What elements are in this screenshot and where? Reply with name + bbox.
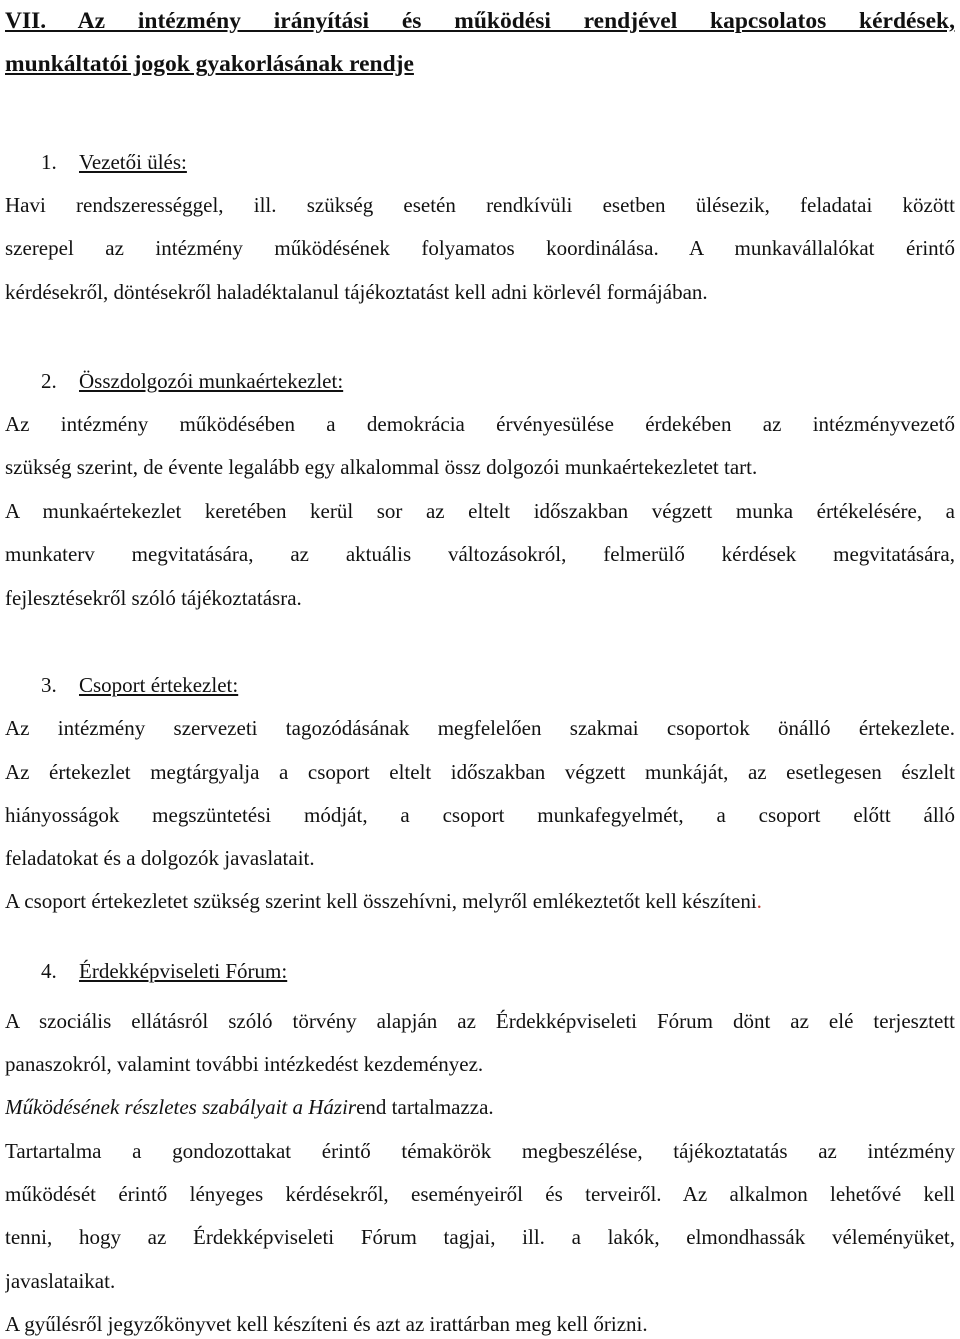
paragraph-line: Tartartalma a gondozottakat érintő témakörök megbeszélése, tájékoztatatás az intézmény [5,1139,955,1163]
paragraph-line: panaszokról, valamint további intézkedést kezdeményez. [5,1052,484,1076]
section-number: 4. [41,959,57,983]
paragraph-line: hiányosságok megszüntetési módját, a csoport munkafegyelmét, a csoport előtt álló [5,803,955,827]
paragraph-line: Az intézmény működésében a demokrácia érvényesülése érdekében az intézményvezető [5,412,955,436]
paragraph-line: javaslataikat. [5,1269,116,1293]
paragraph-line: munkaterv megvitatására, az aktuális változásokról, felmerülő kérdések megvitatására, [5,542,955,566]
paragraph-line: feladatokat és a dolgozók javaslatait. [5,846,315,870]
paragraph-line-text: end tartalmazza. [356,1095,494,1119]
chapter-title [5,0,955,86]
paragraph-line: tenni, hogy az Érdekképviseleti Fórum tagjai, ill. a lakók, elmondhassák véleményüket, [5,1225,955,1249]
paragraph-line: A gyűlésről jegyzőkönyvet kell készíteni és azt az irattárban meg kell őrizni. [5,1312,648,1336]
section-heading-text: Vezetői ülés: [79,150,187,174]
paragraph-line: Az értekezlet megtárgyalja a csoport eltelt időszakban végzett munkáját, az esetlegesen észlelt [5,760,955,784]
section-3-heading [5,670,955,700]
section-heading-text: Összdolgozói munkaértekezlet: [79,369,344,393]
section-2-heading [5,366,955,396]
paragraph-line: szerepel az intézmény működésének folyamatos koordinálása. A munkavállalókat érintő [5,236,955,260]
section-heading-text: Érdekképviseleti Fórum: [79,959,288,983]
chapter-title-line-2: munkáltatói jogok gyakorlásának rendje [5,51,414,77]
section-heading-text: Csoport értekezlet: [79,673,239,697]
section-number: 3. [41,673,57,697]
chapter-title-line-1: VII. Az intézmény irányítási és működési rendjével kapcsolatos kérdések, [5,8,955,34]
section-number: 1. [41,150,57,174]
paragraph-line: Az intézmény szervezeti tagozódásának megfelelően szakmai csoportok önálló értekezlete. [5,716,955,740]
paragraph-line [5,886,955,916]
paragraph-line: szükség szerint, de évente legalább egy alkalommal össz dolgozói munkaértekezletet tart. [5,455,758,479]
paragraph-line [5,1092,955,1122]
paragraph-line: kérdésekről, döntésekről haladéktalanul tájékoztatást kell adni körlevél formájában. [5,280,708,304]
section-number: 2. [41,369,57,393]
paragraph-line: Havi rendszerességgel, ill. szükség esetén rendkívüli esetben ülésezik, feladatai között [5,193,955,217]
paragraph-line: fejlesztésekről szóló tájékoztatásra. [5,586,302,610]
paragraph-line: A munkaértekezlet keretében kerül sor az eltelt időszakban végzett munka értékelésére, a [5,499,955,523]
paragraph-line: A szociális ellátásról szóló törvény alapján az Érdekképviseleti Fórum dönt az elé terjesztett [5,1009,955,1033]
italic-text: Működésének részletes szabályait a Házir [5,1095,357,1119]
section-1-heading [5,147,955,177]
red-period: . [756,889,762,913]
paragraph-line: működését érintő lényeges kérdésekről, eseményeiről és terveiről. Az alkalmon lehetővé kell [5,1182,955,1206]
section-4-heading [5,956,955,986]
paragraph-line-text: A csoport értekezletet szükség szerint kell összehívni, melyről emlékeztetőt kell készíteni [5,889,757,913]
